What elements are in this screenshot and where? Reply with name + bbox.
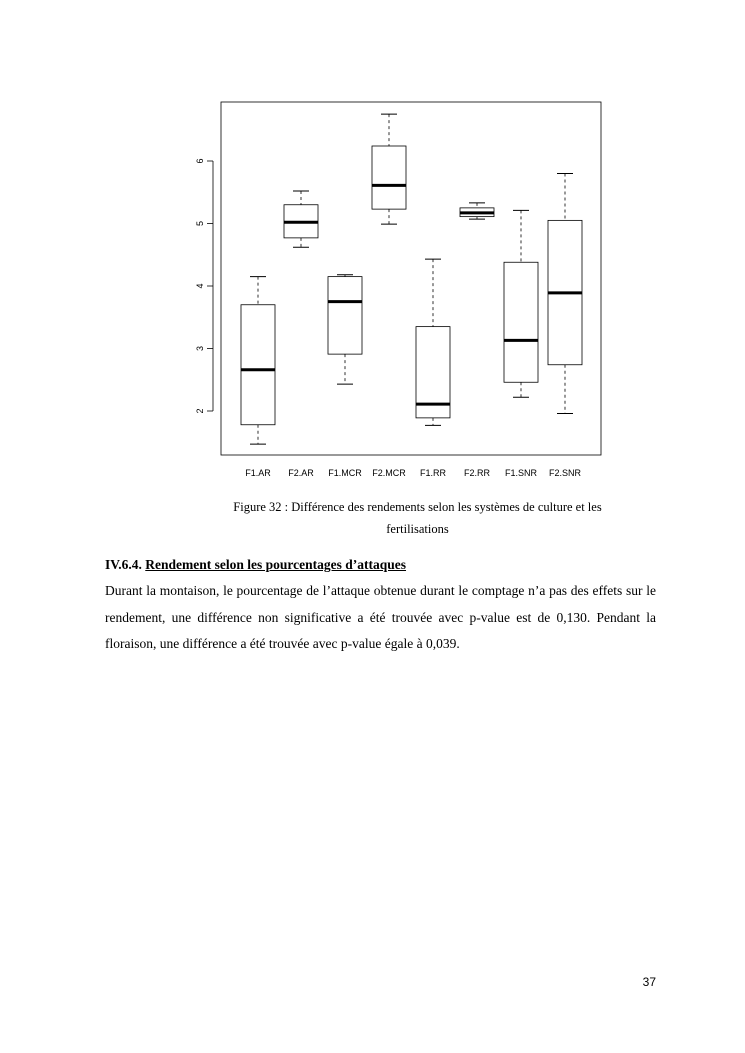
box-iqr	[328, 277, 362, 355]
box-iqr	[241, 305, 275, 425]
x-tick-label: F1.MCR	[328, 468, 362, 478]
section-paragraph: Durant la montaison, le pourcentage de l’attaque obtenue durant le comptage n’a pas des effets sur le rendement, une différence non significative a été trouvée avec p-value est de 0,130. Pendant la floraison, une différence a été trouvée avec p-value égale à 0,039.	[105, 583, 656, 651]
section-heading	[105, 557, 406, 573]
section-number: IV.6.4.	[105, 557, 142, 572]
plot-frame	[221, 102, 601, 455]
x-tick-label: F2.SNR	[548, 468, 582, 478]
boxplot-chart	[0, 0, 745, 490]
box-iqr	[504, 262, 538, 382]
figure-caption-line-1: Figure 32 : Différence des rendements selon les systèmes de culture et les	[233, 500, 602, 514]
section-title: Rendement selon les pourcentages d’attaques	[145, 557, 407, 572]
y-tick-label: 3	[195, 345, 205, 352]
figure-caption-line-2: fertilisations	[386, 522, 449, 536]
page-number: 37	[642, 975, 656, 989]
box-iqr	[372, 146, 406, 209]
x-tick-label: F1.SNR	[504, 468, 538, 478]
y-tick-label: 5	[195, 220, 205, 227]
x-tick-label: F2.RR	[463, 468, 491, 478]
y-tick-label: 2	[195, 408, 205, 414]
x-tick-label: F1.RR	[419, 468, 447, 478]
figure-caption	[205, 496, 630, 540]
x-tick-label: F2.MCR	[372, 468, 406, 478]
y-tick-label: 6	[195, 158, 205, 164]
y-tick-label: 4	[195, 283, 205, 289]
x-tick-label: F2.AR	[288, 468, 314, 478]
x-tick-label: F1.AR	[245, 468, 271, 478]
